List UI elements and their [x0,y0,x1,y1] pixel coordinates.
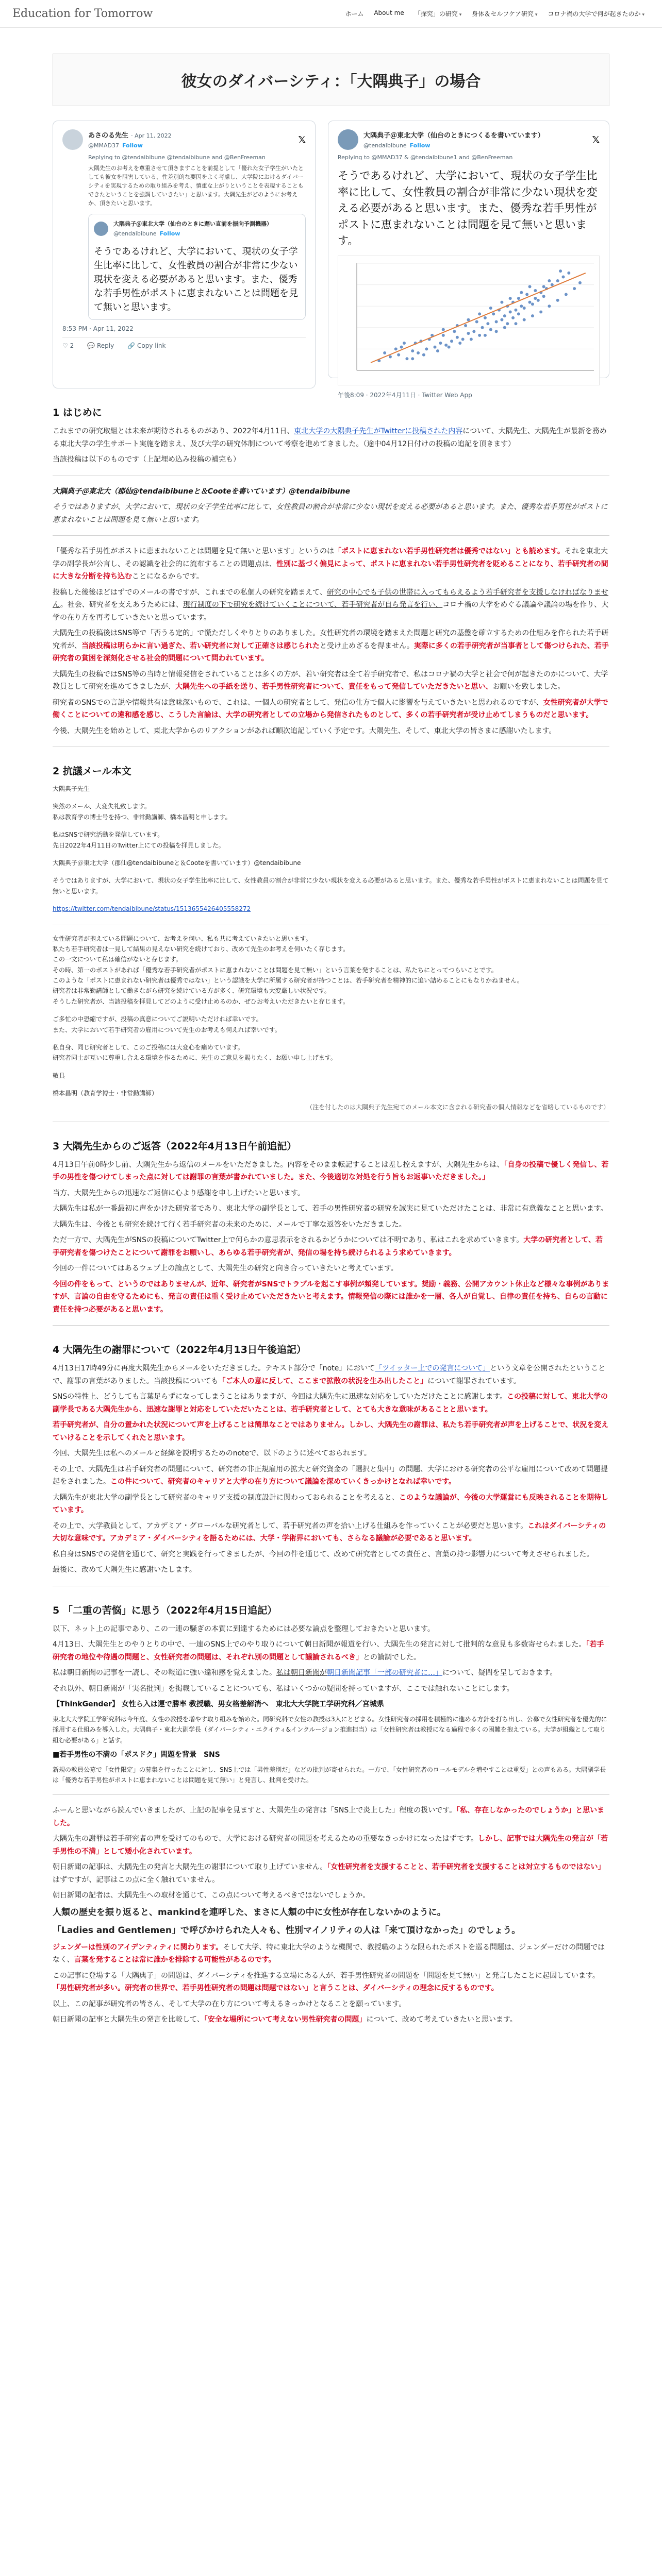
avatar[interactable] [338,129,358,150]
section-title: 1 はじめに [53,407,102,418]
highlight: 大隅先生への手紙を送り、若手男性研究者について、責任をもって発信していただきたいと思い、 [175,683,493,691]
text: 。社会、研究者を支えあうためには、 [60,601,183,609]
interview-body: 東北大大学院工学研究科は今年度、女性の教授を増やす取り組みを始めた。同研究科で女性の教授は3人にとどまる。女性研究者の採用を積極的に進める方針を打ち出し、公募で女性研究者を優先的に採用する仕組みを導入した。大隅典子・東北大副学長（ダイバーシティ・エクイティ&インクルージョン推進担当）は「女性研究者は教授になる過程で多くの困難を抱えている。大学が組織として取り組む必要がある」と話す。 [53,1715,607,1744]
email-line: 研究者同士が互いに尊重し合える環境を作るために、先生のご意見を賜りたく、お願い申し上げます。 [53,1054,337,1062]
text: 大隅先生の投稿ではSNS等の当時と情報発信をされていることは多くの方が、若い研究者は全て若手研究者で、私はコロナ禍の大学と社会で何が起きたのかについて、大学教員として研究を進めてきましたが、 [53,670,608,691]
quoted-tweet-header [94,219,300,238]
email-line [53,1007,609,1014]
quote-head: 大隅典子＠東北大（郡仙@tendaibibuneと＆Cooteを書いています）@tendaibibune [53,487,351,496]
tweet-card-right[interactable] [328,121,609,399]
data-point [484,333,487,336]
paragraph: 以上、この記事が研究者の皆さん、そして大学の在り方について考えるきっかけとなることを願っています。 [53,1999,406,2008]
data-point [436,349,439,352]
tweet-replying-to: Replying to @MMAD37 & @tendaibibune1 and @BenFreeman [338,154,513,161]
chevron-down-icon: ▾ [535,12,538,18]
data-point [520,304,523,308]
paragraph [53,697,609,722]
text: ただ一方で、大隅先生がSNSの投稿についてTwitter上で何らかの意思表示をされるかどうかについては不明であり、私はこれを求めていきます。 [53,1236,524,1245]
section-title: 2 抗議メール本文 [53,766,131,777]
data-point [403,342,406,345]
data-point [531,302,534,306]
paragraph [53,668,609,693]
underline-text: 研究の中心でも子供の世帯に入ってもらえるよう若手研究者を支援しなければなりません [53,588,608,609]
data-point [472,330,475,333]
email-line: このような「ポストに恵まれない研究者は優秀ではない」という認識を大学に所属する研究者が持つことは、若手研究者を精神的に追い詰めることにもなりかねません。 [53,977,523,985]
data-point [561,275,565,278]
text: 「優秀な若手男性がポストに恵まれないことは問題を見て無いと思います」というのは [53,547,334,555]
highlight: 言葉を発することは常に誰かを排除する可能性があるのです。 [74,1956,276,1964]
data-point [478,333,481,336]
text: 4月13日午前0時少し前、大隅先生から返信のメールをいただきました。内容をそのまま転記することは差し控えますが、大隅先生からは、 [53,1160,504,1169]
data-point [520,291,523,294]
reply-button[interactable]: 💬 Reply [87,342,114,350]
data-point [578,281,582,284]
data-point [467,318,470,321]
paragraph: 大隅先生は、今後とも研究を続けて行く若手研究者の未来のために、メールで丁寧な返答をいただきました。 [53,1220,406,1229]
data-point [506,322,509,325]
email-line: 先日2022年4月11日のTwitter上にての投稿を拝見しました。 [53,841,225,849]
paragraph [53,1861,609,1886]
email-line [53,794,609,801]
data-point [528,285,532,288]
text: について謝罪されています。 [427,1377,521,1385]
nav-item-label: ホーム [345,10,364,18]
section-title: 4 大隅先生の謝罪について（2022年4月13日午後追記） [53,1344,306,1356]
like-button[interactable]: ♡ 2 [62,342,74,350]
email-line: ご多忙の中恐縮ですが、投稿の真意についてご説明いただければ幸いです。 [53,1015,262,1023]
email-line: 私たち若手研究者は一見して結果の見えない研究を続けており、改めて先生のお考えを伺いたく存じます。 [53,945,350,953]
text: 朝日新聞の記事と大隅先生の発言を比較して、 [53,2015,204,2024]
text: ことになるからです。 [132,572,204,581]
data-point [383,351,386,354]
highlight: 「私、存在しなかったのでしょうか」と思いました。 [53,1806,605,1827]
data-point [525,293,528,296]
highlight: 当該投稿は明らかに言い過ぎた、若い研究者に対して正確さは感じられた [81,641,320,650]
email-line: また、大学において若手研究者の雇用について先生のお考えも伺えれば幸いです。 [53,1026,281,1033]
email-line: 敬具 [53,1072,65,1079]
page-title: 彼女のダイバーシティ：「大隅典子」の場合 [53,54,609,106]
email-line [53,1035,609,1042]
email-line: 私はSNSで研究活動を発信しています。 [53,831,164,839]
paragraph [53,1234,609,1259]
text: との論調でした。 [363,1653,421,1662]
highlight: この件について、研究者のキャリアと大学の在り方について議論を深めていくきっかけとなれば幸いです。 [110,1478,456,1486]
email-line: 私は教育学の博士号を持つ、非常勤講師、橋本昌明と申します。 [53,813,231,821]
quote-body: そうではありますが、大学において、現状の女子学生比率に比して、女性教員の割合が非常に少ない現状を変える必要があると思います。また、優秀な若手男性がポストに恵まれないことは問題を見て無いと思います。 [53,503,608,524]
data-point [548,304,551,308]
data-point [400,345,403,348]
highlight: 実際に多くの若手研究者が当事者として傷つけられた、若手研究者の貧困を深刻化させる社会的問題について問われています。 [53,641,609,663]
data-point [528,300,532,303]
tweet-replying-to: Replying to @tendaibibune @tendaibibune and @BenFreeman [88,154,266,161]
emphasis-quote: 「Ladies and Gentlemen」で呼びかけられた人々も、性別マイノリティの人は「来て頂けなかった」のでしょう。 [53,1925,521,1936]
tweet-author-name[interactable]: 大隅典子＠東北大学（仙台のときにつくるを書いています） [363,132,544,140]
paragraph: 今回、大隅先生は私へのメールと経緯を説明するためのnoteで、以下のように述べておられます。 [53,1449,371,1458]
highlight: これはダイバーシティの大切な意味です。アカデミア・ダイバーシティを語るためには、大学・学術界においても、さらなる議論が必要であると思います。 [53,1521,606,1543]
highlight: 「ご本人の意に反して、ここまで拡散の状況を生み出したこと」 [218,1377,428,1385]
data-point [511,316,515,319]
data-point [411,357,414,360]
highlight: 大学の研究者として、若手研究者を傷つけたことについて謝罪をお願いし、 [53,1236,603,1257]
chevron-down-icon: ▾ [642,12,644,18]
text: と受け止めざるを得ません。 [320,641,414,650]
data-point [517,297,520,300]
tweet-actions [62,337,306,349]
emphasis-quote: 人類の歴史を振り返ると、mankindを連呼した、まさに人類の中に女性が存在しないかのように。 [53,1907,446,1918]
nav-item-covid-university[interactable] [542,9,650,18]
paragraph: 以下、ネット上の記事であり、この一連の騒ぎの本質に到達するためには必要な論点を整理しておきたいと思います。 [53,1624,435,1633]
data-point [503,314,506,317]
data-point [444,343,448,346]
quoted-author-handle: @tendaibibune [113,230,157,238]
email-line [53,1063,609,1071]
data-point [411,349,414,352]
data-point [537,298,540,301]
data-point [548,279,551,282]
text: 大隅先生が東北大学の副学長として研究者のキャリア支援の制度設計に関わっておられることを考えると、 [53,1493,399,1502]
paragraph: 朝日新聞の記者は、大隅先生への取材を通じて、この点について考えるべきではないでしょうか。 [53,1891,370,1900]
highlight: このような議論が、今後の大学運営にも反映されることを期待しています。 [53,1493,608,1515]
interview-heading: 【ThinkGender】 女性ら入は運で勝率 教授職、男女格差解消へ 東北大大学院工学研究科／宮城県 [53,1700,384,1709]
follow-button[interactable]: Follow [409,142,431,149]
data-point [461,337,465,341]
data-point [467,332,470,335]
text: お願いを致しました。 [492,683,565,691]
data-point [425,347,428,350]
embedded-tweets [53,121,609,399]
email-line [53,896,609,904]
data-point [492,312,495,315]
text: その上で、大学教員として、アカデミア・グローバルな研究者として、若手研究者の声を拾い上げる仕組みを作っていくことが必要だと思います。 [53,1521,528,1530]
data-point [514,322,517,325]
paragraph [53,1667,609,1680]
nav-item-label: 「探究」の研究 [414,10,458,18]
highlight: 女性研究者が大学で働くことについての違和感を感じ、こうした言論は、大学の研究者としての立場から発信されたものとして、多くの若手研究者が受け止めてしまうものだと思います。 [53,698,608,719]
data-point [394,347,398,350]
data-point [556,279,559,282]
section-title: 3 大隅先生からのご返答（2022年4月13日午前追記） [53,1140,297,1152]
text: について、大隅先生、大隅先生が最新を務める東北大学の学生サポート実施を踏まえ、及び大学の研究体制について考察を進めてきました。（途中04月12日付けの投稿の追記を頂きます） [53,427,607,448]
data-point [573,287,576,290]
paragraph [53,1159,609,1184]
nav-item-home[interactable] [340,9,369,18]
footnote: （注を付したのは大隅典子先生宛てのメール本文に含まれる研究者の個人情報などを省略しているものです） [306,1103,609,1111]
text: そして大学、特に東北大学のような機関で、教授職のような限られたポストを巡る問題は、ジェンダーだけの問題ではなく、 [53,1943,605,1964]
data-point [542,295,545,298]
paragraph: 私自身はSNSでの発信を通じて、研究と実践を行ってきましたが、今回の件を通じて、改めて研究者としての責任と、言葉の持つ影響力について考えさせられました。 [53,1550,594,1558]
highlight: 「若手研究者の地位や待遇の問題と、女性研究者の問題は、それぞれ別の問題として議論されるべき」 [53,1640,604,1662]
text: はずですが、記事はこの点に全く触れていません。 [53,1875,220,1884]
email-line: 大隅典子先生 [53,785,90,792]
tweet-header [338,129,600,150]
data-point [442,333,445,336]
email-line: 研究者は非常勤講師として働きながら研究を続けている方が多く、研究環境も大変厳しい状況です。 [53,987,330,995]
data-point [397,353,400,356]
data-point [565,293,568,296]
highlight: この投稿に対して、東北大学の副学長である大隅先生から、迅速な謝罪と対応をしていただいたことは、若手研究者として、とても大きな意味があることと思います。 [53,1393,608,1414]
paragraph [53,1804,609,1829]
data-point [484,316,487,319]
quoted-tweet-body: そうであるけれど、大学において、現状の女子学生比率に比して、女性教員の割合が非常に少ない現状を変える必要があると思います。また、優秀な若手男性がポストに恵まれないことは問題を見て無いと思います。 [94,246,298,313]
text: この記事に登場する「大隅典子」の問題は、ダイバーシティを推進する立場にある人が、若手男性研究者の問題を「問題を見て無い」と発言したことに起因しています。 [53,1971,600,1980]
paragraph [53,1362,609,1387]
nav-item-label: コロナ禍の大学で何が起きたのか [548,10,641,18]
divider [53,1325,609,1326]
paragraph-highlight: 今回の件をもって、というのではありませんが、近年、研究者がSNSでトラブルを起こす事例が頻発しています。奨励・義務、公開アカウント休止など様々な事例がありますが、言論の自由を守るためにも、発言の責任は重く受け止めていただきたいと考えます。情報発信の際には誰かを一層、各人が自覚し、自律の責任を持ち、自らの言動に責任を持つ必要があると思います。 [53,1280,609,1314]
data-point [503,326,506,329]
highlight: 「自身の投稿で優しく発信し、若手の男性を傷つけてしまった点に対しては謝罪の言葉が書かれていました。また、今後適切な対処を行う旨もお返事いただきました。」 [53,1160,609,1182]
paragraph: 当方、大隅先生からの迅速なご返信に心より感謝を申し上げたいと思います。 [53,1189,305,1197]
section-title: 5 「二重の苦悩」に思う（2022年4月15日追記） [53,1604,277,1616]
text: 大隅先生の謝罪は若手研究者の声を受けてのもので、大学における研究者の問題を考えるための重要なきっかけになったはずです。 [53,1835,478,1843]
paragraph [53,1463,609,1488]
text: という文章を公開されたということで、謝罪の言葉がありました。当該投稿についても [53,1364,606,1385]
data-point [389,355,392,358]
text: これまでの研究取組とは未来が期待されるものがあり、2022年4月11日、 [53,427,294,435]
highlight: 「ポストに恵まれない若手男性研究者は優秀ではない」とも読めます。 [334,547,565,555]
text: について、疑問を呈しておきます。 [442,1669,557,1677]
data-point [450,340,453,343]
text: 大隅先生の投稿後はSNS等で「否うる定的」で慌ただしくやりとりのありました。女性研究者の環境を踏まえた問題と研究の基盤を確立するための仕組みを作られた若手研究者が、 [53,629,609,650]
tweet-chart-image[interactable] [338,256,600,385]
text: 4月13日17時49分に再度大隅先生からメールをいただきました。テキスト部分で「note」において [53,1364,375,1373]
data-point [495,330,498,333]
paragraph: 当該投稿は以下のものです（上記埋め込み投稿の補完も） [53,455,240,464]
data-point [523,306,526,309]
nav-item-inquiry-research[interactable] [409,9,467,18]
paragraph [53,545,609,583]
text: 4月13日、大隅先生とのやりとりの中で、一連のSNS上でのやり取りについて朝日新聞が報道を行い、大隅先生の発言に対して批判的な意見も多数寄せられました。 [53,1640,586,1649]
tweet-author-name[interactable]: あさのる先生 [88,132,129,140]
email-line: 大隅典子＠東北大学（郡仙@tendaibibuneと＆Cooteを書いています）@tendaibibune [53,859,301,867]
tweet-text: 大隅先生のお考えを尊重させて頂きますことを前提として「優れた女子学生がいたとしても彼女を阻害している、性差別的な要因をよく考慮し、大学院におけるダイバーシティを実現するための取り組みを考え、慎重な上がりということを表現することもできたということを強調していきたい」と思います。大隅先生がどのようにお考えか、頂きたいと思います。 [88,165,304,207]
data-point [470,337,473,341]
paragraph [53,1520,609,1545]
chevron-down-icon: ▾ [459,12,462,18]
data-point [489,328,492,331]
data-point [534,297,537,300]
paragraph [53,1391,609,1416]
email-line [53,822,609,829]
data-point [567,271,570,274]
data-point [500,318,503,321]
paragraph: それ以外、朝日新聞が「実名批判」を掲載していることについても、私はいくつかの疑問を持っていますが、ここでは触れないことにします。 [53,1684,514,1693]
data-point [481,326,484,329]
copy-link-button[interactable]: 🔗 Copy link [127,342,166,350]
interview-subheading: ■若手男性の不満の「ポスドク」問題を背景 SNS [53,1751,220,1759]
email-line: そうではありますが、大学において、現状の女子学生比率に比して、女性教員の割合が非常に少ない現状を変える必要があると思います。また、優秀な若手男性がポストに恵まれないことは問題を見て無いと思います。 [53,877,609,895]
paragraph: 大隅先生は私が一番最初に声をかけた研究者であり、東北大学の副学長として、若手の男性研究者の研究を誠実に見ていただけたことは、非常に有意義なことと思います。 [53,1205,608,1213]
site-title[interactable]: Education for Tomorrow [12,7,153,20]
tweet-link[interactable]: 東北大学の大隅典子先生がTwitterに投稿された内容 [294,427,463,435]
paragraph [53,1492,609,1517]
data-point [405,357,408,360]
data-point [434,345,437,348]
data-point [523,318,526,321]
data-point [439,342,442,345]
text: その上で、大隅先生は若手研究者の問題について、研究者の非正規雇用の拡大と研究資金の「選択と集中」の問題、大学における研究者の公平な雇用について改めて問題提起をされました。 [53,1465,608,1486]
data-point [539,310,542,313]
nav-item-label: About me [374,9,404,16]
paragraph [53,627,609,665]
paragraph: 最後に、改めて大隅先生に感謝いたします。 [53,1566,196,1574]
tweet-body: そうであるけれど、大学において、現状の女子学生比率に比して、女性教員の割合が非常に少ない現状を変える必要があると思います。また、優秀な若手男性がポストに恵まれないことは問題を見て無いと思います。 [338,170,598,247]
data-point [556,298,559,301]
divider [53,535,609,536]
email-body [53,784,609,914]
text: 朝日新聞の記事は、大隅先生の発言と大隅先生の謝罪について取り上げていません。 [53,1863,327,1872]
email-line [53,868,609,875]
article [53,54,609,2026]
data-point [542,285,545,288]
avatar [94,222,108,236]
paragraph: 今後、大隅先生を始めとして、東北大学からのリアクションがあれば順次追記していく予定です。大隅先生、そして、東北大学の皆さまに感謝いたします。 [53,726,556,735]
scatter-chart [338,256,600,384]
x-logo-icon[interactable]: 𝕏 [298,134,306,145]
data-point [417,351,420,354]
text: コロナ禍の大学をめぐる議論や議論の場を作り、大学の在り方を再考していきたいと思っています。 [53,601,609,622]
tweet-card-left[interactable] [53,121,316,388]
text: SNSの特性上、どうしても言葉足らずになってしまうことはありますが、今回は大隅先生に迅速な対応をしていただけたことに感謝します。 [53,1393,507,1401]
data-point [514,308,517,311]
email-line: 私自身、同じ研究者として、このご投稿には大変心を痛めています。 [53,1044,244,1052]
text: 私は朝日新聞の記事を一読し、その報道に強い違和感を覚えました。 [53,1669,276,1677]
paragraph-highlight: 若手研究者が、自分の置かれた状況について声を上げることは簡単なことではありません。しかし、大隅先生の謝罪は、私たち若手研究者が声を上げることで、状況を変えていけることを示してくれたと思います。 [53,1421,609,1442]
email-line: この一文について私は確信がないと存じます。 [53,956,182,963]
text: 研究者のSNSでの言説や情報共有は意味深いもので、これは、一個人の研究者として、発信の仕方で個人に影響を与えていきたいと思われるのですが、 [53,698,543,707]
data-point [464,324,467,327]
quoted-author-name: 大隅典子＠東北大学（仙台のときに遅い直前を振向予測機器） [113,221,272,228]
tweet-author-handle: @tendaibibune [363,142,407,149]
tweet-timestamp[interactable]: 8:53 PM · Apr 11, 2022 [62,325,134,333]
email-line: そうした研究者が、当該投稿を拝見してどのように受け止めるのか、ぜひお考えいただきたいと存じます。 [53,997,350,1005]
data-point [495,320,498,323]
avatar[interactable] [62,129,83,150]
divider [53,1794,609,1795]
follow-button[interactable]: Follow [122,142,143,149]
data-point [456,335,459,338]
paragraph [53,1833,609,1858]
data-point [448,345,451,348]
tweet-timestamp[interactable]: 午後8:09 · 2022年4月11日 · Twitter Web App [338,391,472,399]
text: それを東北大学の副学長が公言し、その認識を社会的に流布することの問題点は、 [53,547,608,568]
paragraph [53,1941,609,1967]
highlight: 「女性研究者を支援することと、若手研究者を支援することは対立するものではない」 [327,1863,605,1872]
data-point [422,353,425,356]
main-nav [165,9,650,18]
data-point [489,306,492,309]
tweet-url-link[interactable]: https://twitter.com/tendaibibune/status/1513655426405558272 [53,905,251,913]
email-body-continued [53,934,609,1099]
highlight: 性別に基づく偏見によって、ポストに恵まれない若手男性研究者を貶めることになり、若手研究者の間に大きな分断を持ち込む [53,560,608,581]
data-point [475,320,478,323]
data-point [559,269,562,273]
paragraph [53,1638,609,1664]
text: 投稿した後後ほどはずでのメールの書ですが、これまでの私個人の研究を踏まえて、 [53,588,327,597]
quoted-tweet[interactable] [88,214,306,320]
article-link[interactable]: 朝日新聞記事「一部の研究者に…」 [327,1669,442,1677]
data-point [500,300,503,303]
highlight: 「安全な場所について考えない男性研究者の問題」 [204,2015,367,2024]
paragraph [53,2013,609,2026]
paragraph: 今回の一件についてはあるウェブ上の論点として、大隅先生の研究と向き合っていきたいと考えています。 [53,1264,398,1273]
site-header [0,0,662,28]
data-point [534,289,537,292]
data-point [509,310,512,313]
email-line [53,1081,609,1088]
highlight: 「男性研究者が多い。研究者の世界で、若手男性研究者の問題は問題ではない」と言うことは、ダイバーシティの理念に反するものです。 [53,1984,499,1993]
email-line: その時、第一のポストがあれば「優秀な若手研究者がポストに恵まれないことは問題を見て無い」という言葉を発することは、私たちにとってつらいことです。 [53,966,498,974]
tweet-header [62,129,306,150]
paragraph [53,425,609,450]
note-link[interactable]: 「ツイッター上での発言について」 [375,1364,490,1373]
highlight: しかし、記事では大隅先生の発言が「若手男性の不満」として矮小化されています。 [53,1835,608,1856]
text: ふーんと思いながら読んでいきましたが、上記の記事を見ますと、大隅先生の発言は「SNS上で炎上した」程度の扱いです。 [53,1806,457,1815]
data-point [486,322,489,325]
data-point [517,312,520,315]
data-point [531,314,534,317]
paragraph [53,586,609,624]
data-point [453,330,456,333]
highlight: あらゆる若手研究者が、発信の場を持ち続けられるよう求めていきます。 [218,1248,456,1257]
tweet-author-handle: @MMAD37 [88,142,119,149]
x-logo-icon[interactable]: 𝕏 [592,134,600,145]
email-line: 女性研究者が抱えている問題について、お考えを伺い、私も共に考えていきたいと思います。 [53,935,312,942]
underline-text: 現行制度の下で研究を続けていくことについて、若手研究者が自ら発言を行い、 [183,601,443,609]
data-point [551,283,554,286]
tweet-date: · Apr 11, 2022 [131,132,172,139]
interview-body: 新規の教員公募で「女性限定」の募集を行ったことに対し、SNS上では「男性差別だ」などの批判が寄せられた。一方で、「女性研究者のロールモデルを増やすことは重要」との声もある。大隅副学長は「優秀な若手男性がポストに恵まれないことは問題を見て無い」と発言し、批判を受けた。 [53,1766,606,1784]
highlight: ジェンダーは性別のアイデンティティに関わります。 [53,1943,223,1952]
data-point [442,328,445,331]
text: について、改めて考えていきたいと思います。 [366,2015,517,2024]
email-line: 橋本昌明（教育学博士・非常勤講師） [53,1090,158,1097]
data-point [478,312,481,315]
nav-item-about[interactable] [369,9,409,18]
email-line [53,851,609,858]
data-point [458,342,461,345]
nav-item-label: 身体＆セルフケア研究 [472,10,534,18]
paragraph [53,1970,609,1995]
underline-text: 私は朝日新聞が [276,1669,327,1677]
follow-button[interactable]: Follow [159,230,180,238]
nav-item-body-selfcare[interactable] [467,9,542,18]
email-line: 突然のメール、大変失礼致します。 [53,803,151,810]
data-point [509,297,512,300]
